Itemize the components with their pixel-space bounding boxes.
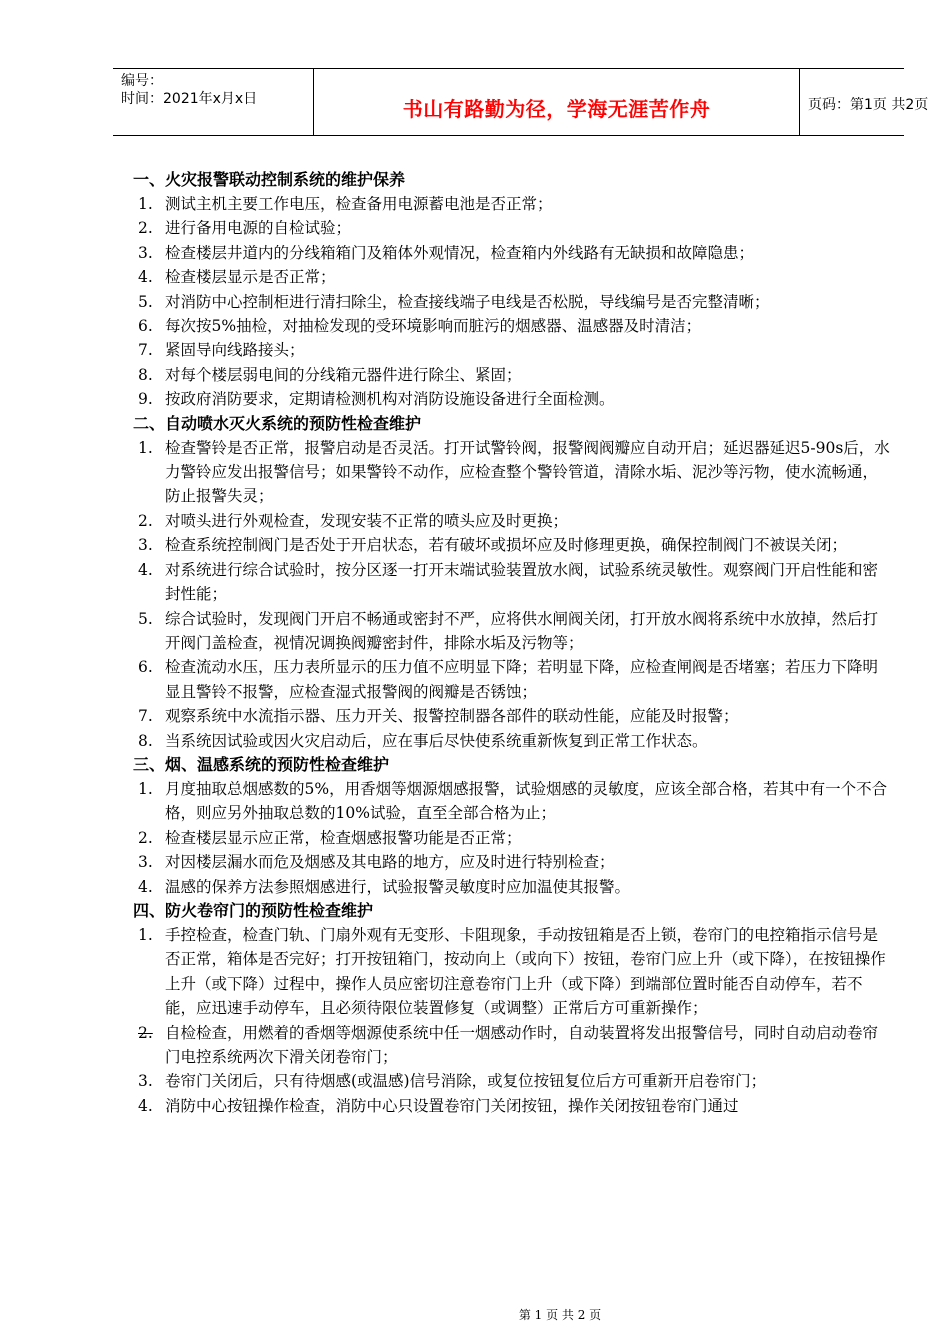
list-item-text: 自检检查，用燃着的香烟等烟源使系统中任一烟感动作时，自动装置将发出报警信号，同时自动启动卷帘门电控系统两次下滑关闭卷帘门； (165, 1023, 879, 1066)
page-footer: 第 1 页 共 2 页 (518, 1308, 602, 1322)
list-item-number: 6. (138, 658, 153, 677)
document-body (133, 168, 893, 1118)
list-item-text: 温感的保养方法参照烟感进行，试验报警灵敏度时应加温使其报警。 (165, 877, 631, 896)
list-item (133, 1069, 893, 1093)
list-item (133, 241, 893, 265)
header-motto-cell (314, 69, 800, 135)
list-item-text: 检查流动水压，压力表所显示的压力值不应明显下降；若明显下降，应检查闸阀是否堵塞；若压力下降明显且警铃不报警，应检查湿式报警阀的阀瓣是否锈蚀； (165, 658, 879, 701)
list-item-text: 对喷头进行外观检查，发现安装不正常的喷头应及时更换； (165, 511, 569, 530)
list-item-number: 3. (138, 536, 153, 555)
list-item-text: 检查警铃是否正常，报警启动是否灵活。打开试警铃阀，报警阀阀瓣应自动开启；延迟器延迟5-90s后，水力警铃应发出报警信号；如果警铃不动作，应检查整个警铃管道，清除水垢、泥沙等污物，使水流畅通，防止报警失灵； (165, 438, 890, 506)
list-item-number: 6. (138, 317, 153, 336)
list-item-number: 4. (138, 268, 153, 287)
list-item (133, 607, 893, 656)
list-item-text: 检查楼层井道内的分线箱箱门及箱体外观情况，检查箱内外线路有无缺损和故障隐患； (165, 243, 755, 262)
header-page-info: 页码：第1页 共2页 (808, 97, 929, 113)
list-item-text: 检查楼层显示应正常，检查烟感报警功能是否正常； (165, 828, 522, 847)
list-item (133, 923, 893, 1021)
list-item (133, 192, 893, 216)
list-item-text: 对系统进行综合试验时，按分区逐一打开末端试验装置放水阀，试验系统灵敏性。观察阀门开启性能和密封性能； (165, 560, 879, 604)
list-item (133, 655, 893, 704)
list-item-number: 5. (138, 292, 153, 311)
list-item-text: 月度抽取总烟感数的5%，用香烟等烟源烟感报警，试验烟感的灵敏度，应该全部合格，若其中有一个不合格，则应另外抽取总数的10%试验，直至全部合格为止； (165, 779, 888, 823)
list-item-number: 4. (138, 877, 153, 896)
list-item-number: 4. (138, 560, 153, 579)
list-item-text: 检查楼层显示是否正常； (165, 268, 336, 287)
list-item (133, 436, 893, 509)
list-item-text: 测试主机主要工作电压，检查备用电源蓄电池是否正常； (165, 195, 553, 213)
list-item-number: 1. (138, 438, 153, 457)
list-item-text: 综合试验时，发现阀门开启不畅通或密封不严，应将供水闸阀关闭，打开放水阀将系统中水放掉，然后打开阀门盖检查，视情况调换阀瓣密封件，排除水垢及污物等； (165, 609, 879, 652)
list-item (133, 826, 893, 850)
section-title: 二、自动喷水灭火系统的预防性检查维护 (133, 413, 422, 433)
list-item-text: 进行备用电源的自检试验； (165, 219, 352, 238)
document-number: 编号： (121, 73, 163, 89)
list-item-number: 2. (138, 828, 153, 847)
list-item (133, 338, 893, 362)
list-item-number: 5. (138, 609, 153, 628)
document-time: 时间：2021年x月x日 (121, 91, 258, 107)
list-item-number: 9. (138, 390, 153, 409)
section-title: 三、烟、温感系统的预防性检查维护 (133, 754, 390, 774)
list-item (133, 265, 893, 289)
list-item (133, 777, 893, 826)
list-item-text: 对消防中心控制柜进行清扫除尘，检查接线端子电线是否松脱，导线编号是否完整清晰； (165, 292, 770, 311)
list-item-text: 观察系统中水流指示器、压力开关、报警控制器各部件的联动性能，应能及时报警； (165, 707, 739, 726)
list-item-number: 4. (138, 1096, 153, 1115)
list-item-number: 2. (138, 511, 153, 530)
list-item-text: 对每个楼层弱电间的分线箱元器件进行除尘、紧固； (165, 365, 522, 384)
list-item-text: 每次按5%抽检，对抽检发现的受环境影响而脏污的烟感器、温感器及时清洁； (165, 317, 702, 336)
list-item (133, 1021, 893, 1070)
list-item-text: 紧固导向线路接头； (165, 341, 305, 360)
list-item (133, 704, 893, 728)
motto-text: 书山有路勤为径，学海无涯苦作舟 (402, 97, 711, 121)
list-item (133, 1094, 893, 1118)
list-item-text: 手控检查，检查门轨、门扇外观有无变形、卡阻现象，手动按钮箱是否上锁，卷帘门的电控箱指示信号是否正常，箱体是否完好；打开按钮箱门，按动向上（或向下）按钮，卷帘门应上升（或下降），在按钮操作上升（或下降）过程中，操作人员应密切注意卷帘门上升（或下降）到端部位置时能否自动停车，若不能，应迅速手动停车，且必须待限位装置修复（或调整）正常后方可重新操作； (165, 925, 886, 1018)
list-item-number: 8. (138, 731, 153, 750)
list-item-text: 检查系统控制阀门是否处于开启状态，若有破坏或损坏应及时修理更换，确保控制阀门不被误关闭； (165, 536, 848, 555)
list-item (133, 558, 893, 607)
list-item (133, 314, 893, 338)
list-item-number: 2. (138, 1023, 153, 1042)
list-item (133, 509, 893, 533)
section-title: 一、火灾报警联动控制系统的维护保养 (133, 170, 406, 189)
list-item-number: 8. (138, 365, 153, 384)
list-item (133, 533, 893, 557)
list-item (133, 850, 893, 874)
list-item (133, 290, 893, 314)
list-item-number: 1. (138, 925, 153, 944)
list-item-number: 1. (138, 779, 153, 798)
list-item-number: 3. (138, 1072, 153, 1091)
list-item-number: 7. (138, 341, 153, 360)
list-item-number: 3. (138, 853, 153, 872)
list-item-text: 卷帘门关闭后，只有待烟感(或温感)信号消除，或复位按钮复位后方可重新开启卷帘门； (165, 1072, 767, 1091)
list-item-number: 2. (138, 219, 153, 238)
list-item-text: 消防中心按钮操作检查，消防中心只设置卷帘门关闭按钮，操作关闭按钮卷帘门通过 (165, 1096, 739, 1115)
list-item (133, 363, 893, 387)
header-meta-cell (113, 69, 314, 135)
list-item (133, 875, 893, 899)
header-page-cell (800, 69, 929, 135)
list-item-text: 当系统因试验或因火灾启动后，应在事后尽快使系统重新恢复到正常工作状态。 (165, 731, 708, 750)
section-title: 四、防火卷帘门的预防性检查维护 (133, 900, 374, 920)
list-item (133, 729, 893, 753)
document-header (113, 68, 929, 136)
list-item (133, 387, 893, 411)
list-item-number: 3. (138, 243, 153, 262)
list-item-text: 对因楼层漏水而危及烟感及其电路的地方，应及时进行特别检查； (165, 853, 615, 872)
list-item-number: 1. (138, 195, 153, 213)
list-item (133, 216, 893, 240)
list-item-text: 按政府消防要求，定期请检测机构对消防设施设备进行全面检测。 (165, 390, 615, 409)
list-item-number: 7. (138, 707, 153, 726)
